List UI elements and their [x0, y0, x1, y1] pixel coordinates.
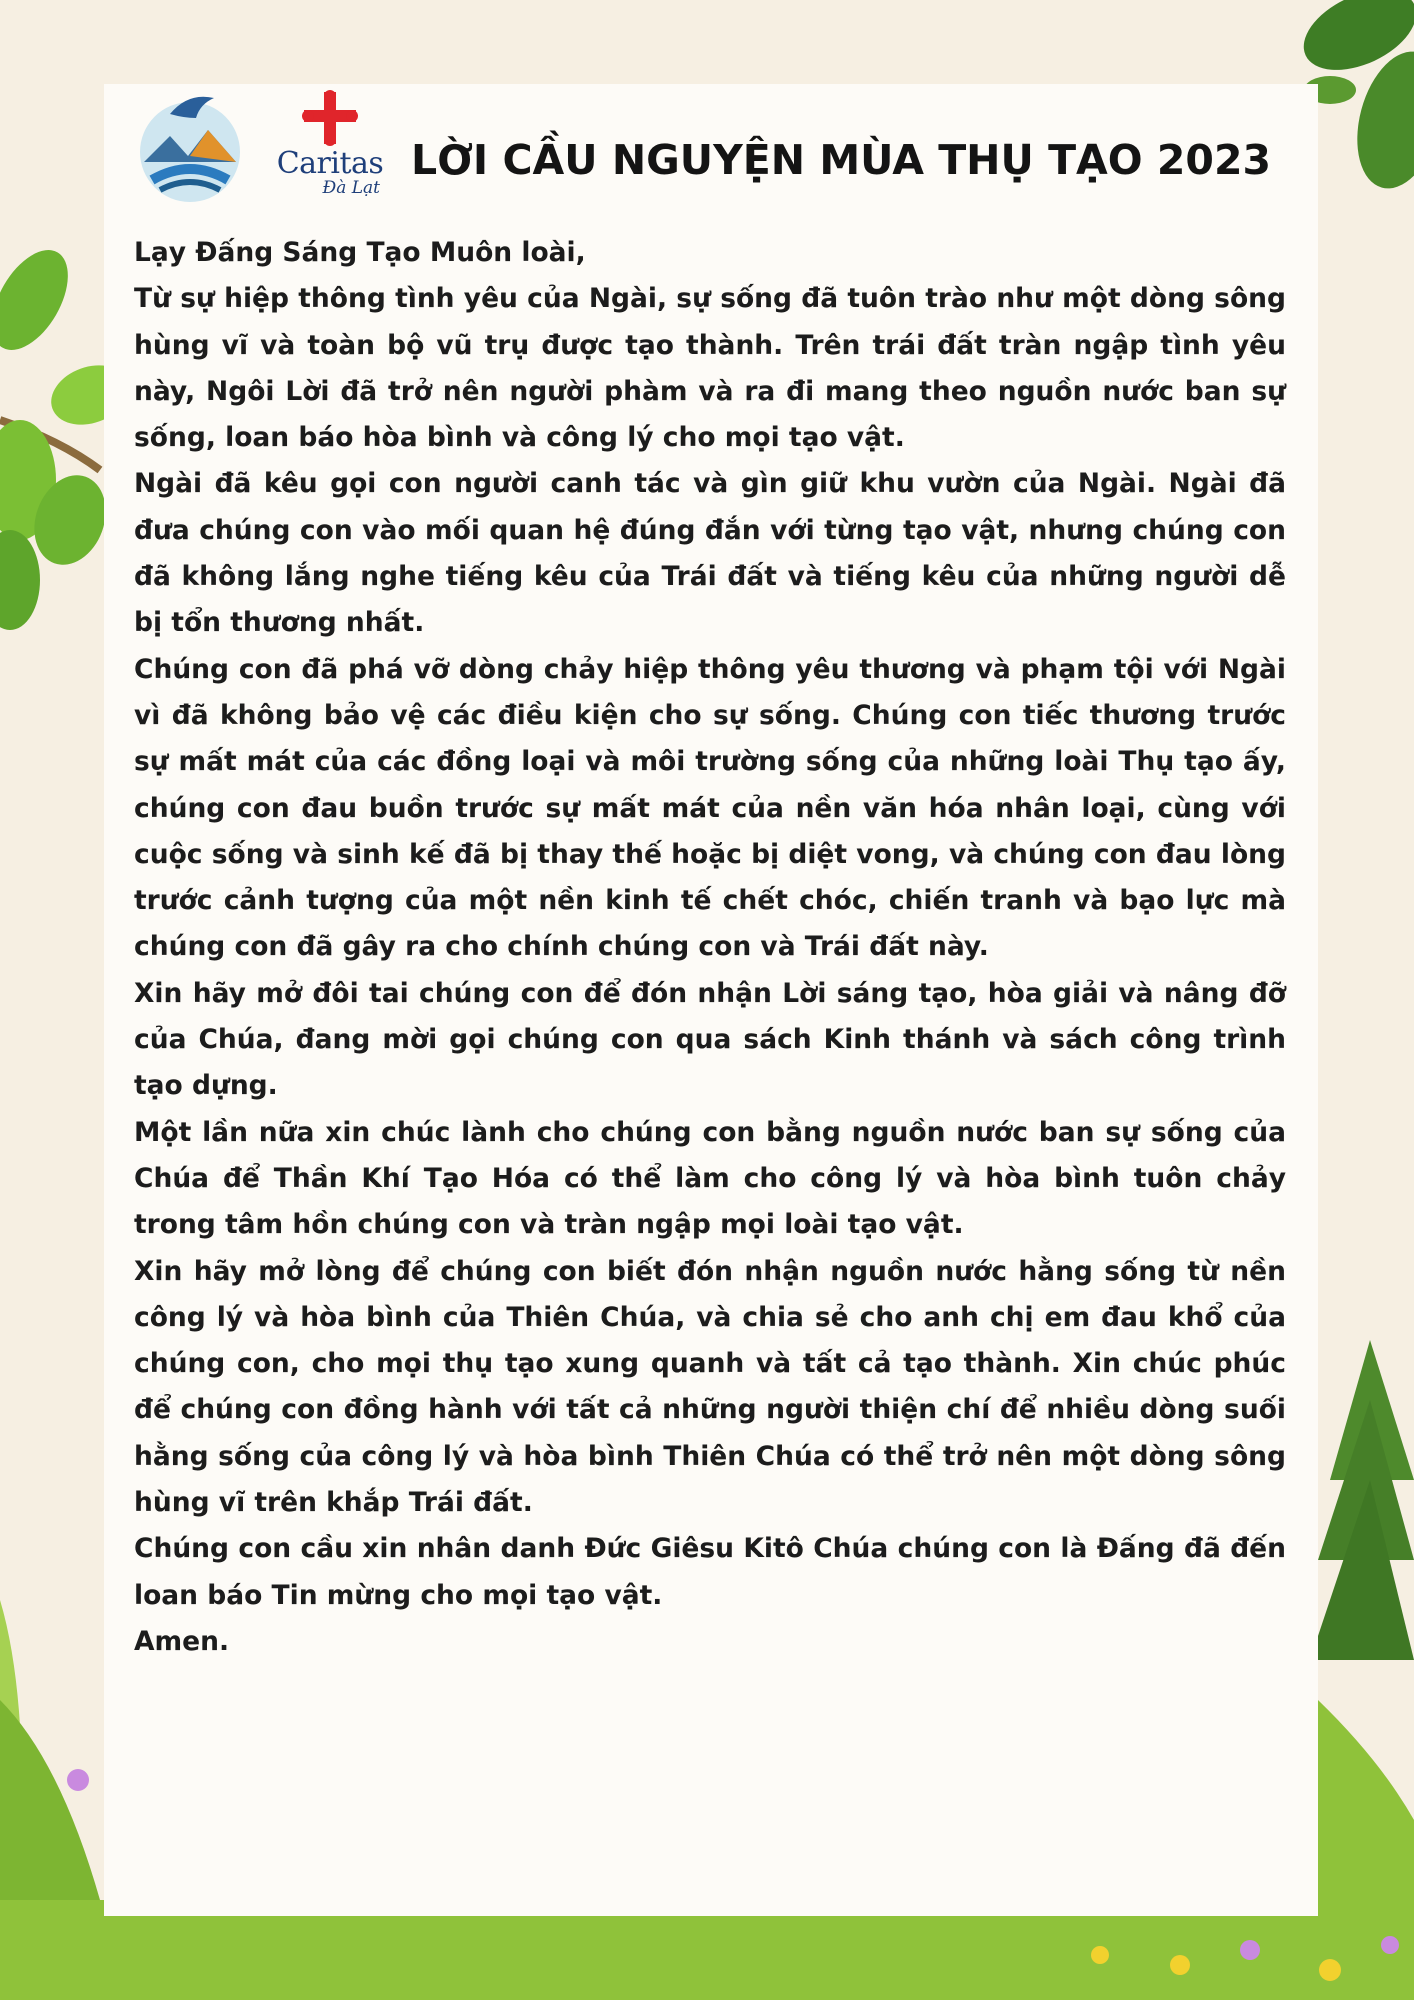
prayer-amen: Amen. — [134, 1625, 230, 1657]
page-title: LỜI CẦU NGUYỆN MÙA THỤ TẠO 2023 — [410, 136, 1272, 184]
prayer-paragraph: Lạy Đấng Sáng Tạo Muôn loài, — [134, 237, 586, 268]
grass-icon — [1318, 1700, 1414, 1920]
leaf-icon — [0, 530, 40, 630]
grass-icon — [0, 1700, 100, 1900]
flower-icon — [67, 1769, 89, 1791]
prayer-card — [104, 84, 1318, 1916]
prayer-paragraph: Chúng con cầu xin nhân danh Đức Giêsu Kitô Chúa chúng con là Đấng đã đến loan báo Tin mừng cho mọi tạo vật. — [134, 1533, 1286, 1611]
river-dove-logo — [130, 84, 250, 204]
prayer-paragraph: Xin hãy mở đôi tai chúng con để đón nhận Lời sáng tạo, hòa giải và nâng đỡ của Chúa, đang mời gọi chúng con qua sách Kinh thánh và sách công trình tạo dựng. — [134, 977, 1286, 1102]
prayer-paragraph: Ngài đã kêu gọi con người canh tác và gìn giữ khu vườn của Ngài. Ngài đã đưa chúng con vào mối quan hệ đúng đắn với từng tạo vật, nhưng chúng con đã không lắng nghe tiếng kêu của Trái đất và tiếng kêu của những người dễ bị tổn thương nhất. — [134, 468, 1286, 639]
dove-river-icon — [130, 84, 250, 204]
prayer-paragraph: Xin hãy mở lòng để chúng con biết đón nhận nguồn nước hằng sống từ nền công lý và hòa bình của Thiên Chúa, và chia sẻ cho anh chị em đau khổ của chúng con, cho mọi thụ tạo xung quanh và tất cả tạo thành. Xin chúc phúc để chúng con đồng hành với tất cả những người thiện chí để nhiều dòng suối hằng sống của công lý và hòa bình Thiên Chúa có thể trở nên một dòng sông hùng vĩ trên khắp Trái đất. — [134, 1255, 1286, 1519]
caritas-location: Đà Lạt — [322, 178, 380, 198]
prayer-paragraph: Một lần nữa xin chúc lành cho chúng con bằng nguồn nước ban sự sống của Chúa để Thần Khí Tạo Hóa có thể làm cho công lý và hòa bình tuôn chảy trong tâm hồn chúng con và tràn ngập mọi loài tạo vật. — [134, 1116, 1286, 1241]
leaf-icon — [0, 237, 83, 362]
flower-icon — [1240, 1940, 1260, 1960]
flower-icon — [1091, 1946, 1109, 1964]
flower-icon — [1381, 1936, 1399, 1954]
flower-icon — [1319, 1959, 1341, 1981]
flower-icon — [1170, 1955, 1190, 1975]
caritas-wordmark: Caritas — [276, 146, 384, 181]
prayer-body — [134, 230, 1286, 1665]
prayer-paragraph: Chúng con đã phá vỡ dòng chảy hiệp thông yêu thương và phạm tội với Ngài vì đã không bảo vệ các điều kiện cho sự sống. Chúng con tiếc thương trước sự mất mát của các đồng loại và môi trường sống của những loài Thụ tạo ấy, chúng con đau buồn trước sự mất mát của nền văn hóa nhân loại, cùng với cuộc sống và sinh kế đã bị thay thế hoặc bị diệt vong, và chúng con đau lòng trước cảnh tượng của một nền kinh tế chết chóc, chiến tranh và bạo lực mà chúng con đã gây ra cho chính chúng con và Trái đất này. — [134, 653, 1286, 963]
prayer-paragraph: Từ sự hiệp thông tình yêu của Ngài, sự sống đã tuôn trào như một dòng sông hùng vĩ và toàn bộ vũ trụ được tạo thành. Trên trái đất tràn ngập tình yêu này, Ngôi Lời đã trở nên người phàm và ra đi mang theo nguồn nước ban sự sống, loan báo hòa bình và công lý cho mọi tạo vật. — [134, 283, 1286, 454]
